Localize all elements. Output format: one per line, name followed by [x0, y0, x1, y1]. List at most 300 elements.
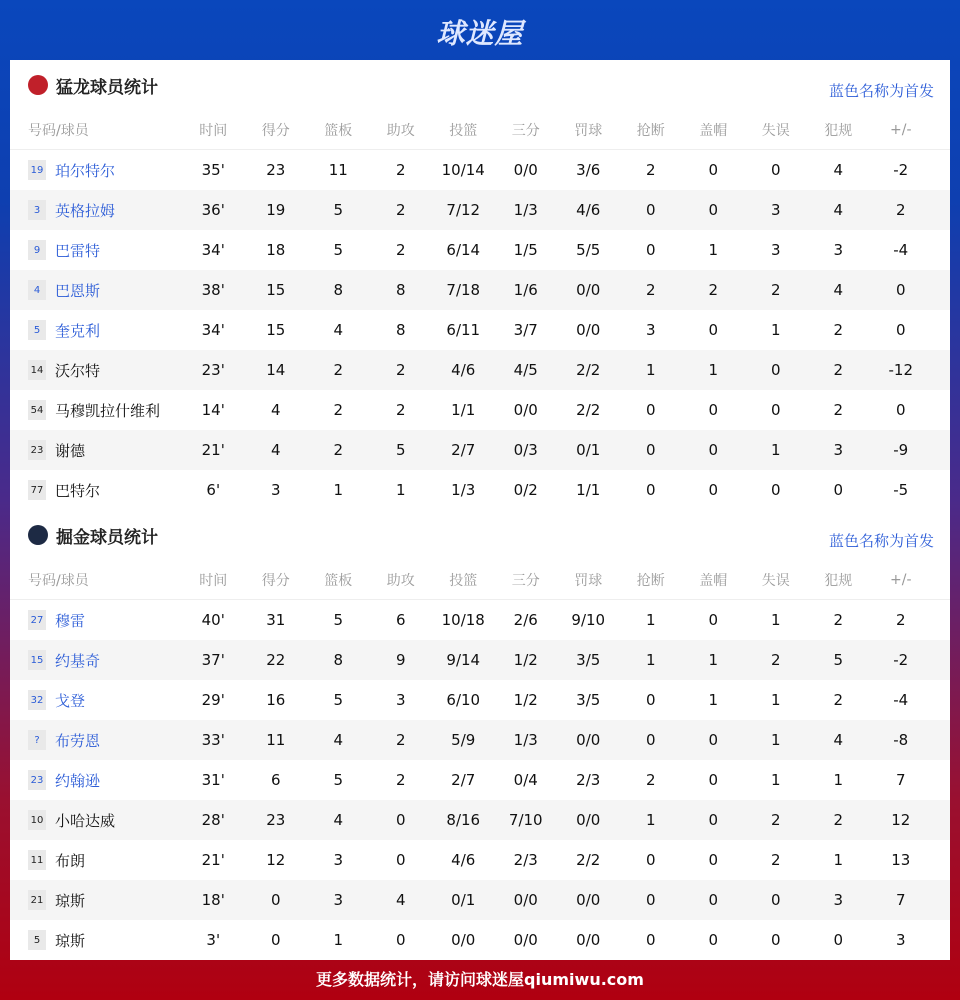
- stat-cell: 4: [333, 731, 344, 749]
- stat-cell: 0/0: [513, 931, 538, 949]
- header-cell[interactable]: 盖帽: [699, 122, 728, 139]
- stat-cell: 16: [266, 691, 286, 709]
- stat-cell: 3: [833, 241, 844, 259]
- stat-cell: -2: [893, 651, 909, 669]
- stat-cell: 12: [266, 851, 286, 869]
- player-name[interactable]: 琼斯: [55, 891, 86, 910]
- header-cell[interactable]: 失误: [761, 572, 790, 589]
- stat-cell: 2: [770, 651, 781, 669]
- stat-cell: 0: [770, 891, 781, 909]
- jersey-number: 54: [28, 400, 46, 420]
- stat-cell: 3: [645, 321, 656, 339]
- stat-cell: 3: [770, 241, 781, 259]
- header-cell[interactable]: 时间: [199, 572, 228, 589]
- stat-cell: 23: [266, 161, 286, 179]
- jersey-number: 9: [28, 240, 46, 260]
- stat-cell: 5: [333, 611, 344, 629]
- header-cell[interactable]: 盖帽: [699, 572, 728, 589]
- stat-cell: 6/11: [446, 321, 481, 339]
- stat-cell: 1: [645, 651, 656, 669]
- stat-cell: 0/0: [451, 931, 476, 949]
- stat-cell: 2: [395, 771, 406, 789]
- table-row[interactable]: [10, 230, 950, 270]
- stat-cell: 0: [270, 931, 281, 949]
- stat-cell: 31': [201, 771, 225, 789]
- stat-cell: 1: [708, 361, 719, 379]
- player-cell: [10, 440, 182, 461]
- stat-cell: 38': [201, 281, 225, 299]
- header-cell[interactable]: 助攻: [386, 122, 415, 139]
- team-logo-icon: [28, 525, 48, 545]
- player-name[interactable]: 巴特尔: [55, 481, 101, 500]
- stat-cell: 19: [266, 201, 286, 219]
- stat-cell: 0/1: [451, 891, 476, 909]
- stat-cell: 4: [270, 401, 281, 419]
- stat-cell: 1: [770, 321, 781, 339]
- stat-cell: 1: [770, 771, 781, 789]
- player-cell: [10, 400, 182, 421]
- stat-cell: 3: [833, 891, 844, 909]
- header-cell[interactable]: 得分: [261, 122, 290, 139]
- stat-cell: 28': [201, 811, 225, 829]
- table-row[interactable]: [10, 680, 950, 720]
- stat-cell: 3/6: [576, 161, 601, 179]
- stat-cell: 0/0: [576, 281, 601, 299]
- stat-cell: 0: [708, 851, 719, 869]
- stat-cell: 21': [201, 441, 225, 459]
- header-cell[interactable]: 篮板: [324, 572, 353, 589]
- stat-cell: 0: [645, 691, 656, 709]
- stat-cell: 31: [266, 611, 286, 629]
- stat-cell: 10/18: [441, 611, 485, 629]
- stat-cell: 0/4: [513, 771, 538, 789]
- stat-cell: 5: [333, 241, 344, 259]
- stat-cell: 3: [270, 481, 281, 499]
- stat-cell: 2: [833, 611, 844, 629]
- stat-cell: 5/5: [576, 241, 601, 259]
- jersey-number: 77: [28, 480, 46, 500]
- stat-cell: -12: [888, 361, 913, 379]
- stat-cell: 1: [708, 651, 719, 669]
- stat-cell: 29': [201, 691, 225, 709]
- header-cell[interactable]: 投篮: [449, 572, 478, 589]
- player-name[interactable]: 沃尔特: [55, 361, 101, 380]
- stat-cell: 18: [266, 241, 286, 259]
- header-cell[interactable]: 三分: [511, 122, 540, 139]
- table-row[interactable]: [10, 840, 950, 880]
- stat-cell: 1/5: [513, 241, 538, 259]
- stat-cell: 0: [833, 481, 844, 499]
- stat-cell: 7/12: [446, 201, 481, 219]
- stat-cell: 0: [645, 731, 656, 749]
- stat-cell: 5: [395, 441, 406, 459]
- stat-cell: 0: [708, 441, 719, 459]
- jersey-number: 5: [28, 930, 46, 950]
- stat-cell: 2: [645, 771, 656, 789]
- stat-cell: 2: [833, 691, 844, 709]
- stat-cell: 2: [895, 611, 906, 629]
- stat-cell: 4: [333, 811, 344, 829]
- stat-cell: 1: [333, 931, 344, 949]
- player-name[interactable]: 戈登: [55, 691, 86, 710]
- player-cell: [10, 690, 182, 711]
- stat-cell: 8: [333, 651, 344, 669]
- stat-cell: 2: [708, 281, 719, 299]
- stat-cell: 3/5: [576, 651, 601, 669]
- header-cell[interactable]: 得分: [261, 572, 290, 589]
- stat-cell: 0: [395, 851, 406, 869]
- stat-cell: 0: [708, 931, 719, 949]
- stat-cell: 7/18: [446, 281, 481, 299]
- stat-cell: 0: [895, 401, 906, 419]
- stat-cell: 4/6: [451, 851, 476, 869]
- stat-cell: 8: [333, 281, 344, 299]
- stat-cell: 1: [833, 771, 844, 789]
- stat-cell: 15: [266, 281, 286, 299]
- stat-cell: 0: [645, 891, 656, 909]
- stat-cell: 0/0: [576, 931, 601, 949]
- stat-cell: 3: [770, 201, 781, 219]
- stat-cell: 6: [395, 611, 406, 629]
- player-cell: [10, 810, 182, 831]
- stat-cell: 2/2: [576, 401, 601, 419]
- stat-cell: 14: [266, 361, 286, 379]
- stat-cell: 2: [645, 281, 656, 299]
- stat-cell: 0: [645, 201, 656, 219]
- stat-cell: 0: [708, 811, 719, 829]
- stat-cell: 1/2: [513, 691, 538, 709]
- stat-cell: 0: [895, 281, 906, 299]
- stat-cell: 4: [270, 441, 281, 459]
- starter-note: 蓝色名称为首发: [828, 82, 934, 100]
- header-cell[interactable]: 犯规: [824, 572, 853, 589]
- stat-cell: 4/6: [451, 361, 476, 379]
- stat-cell: 11: [266, 731, 286, 749]
- stat-cell: -4: [893, 691, 909, 709]
- player-cell: [10, 770, 182, 791]
- stat-cell: -8: [893, 731, 909, 749]
- jersey-number: 19: [28, 160, 46, 180]
- stat-cell: 4: [833, 201, 844, 219]
- stat-cell: 1: [833, 851, 844, 869]
- stat-cell: 34': [201, 321, 225, 339]
- stat-cell: 1: [770, 731, 781, 749]
- stat-cell: 1: [645, 811, 656, 829]
- stat-cell: 5/9: [451, 731, 476, 749]
- team-logo-icon: [28, 75, 48, 95]
- stat-cell: 2: [770, 281, 781, 299]
- stat-cell: 0/0: [576, 321, 601, 339]
- stat-cell: 5: [333, 771, 344, 789]
- header-cell[interactable]: 罚球: [574, 122, 603, 139]
- player-cell: [10, 200, 182, 221]
- stat-cell: 0: [645, 441, 656, 459]
- stat-cell: 23: [266, 811, 286, 829]
- player-name[interactable]: 小哈达威: [55, 811, 116, 830]
- stat-cell: 0: [708, 481, 719, 499]
- stat-cell: 5: [333, 691, 344, 709]
- player-cell: [10, 850, 182, 871]
- stat-cell: 3: [895, 931, 906, 949]
- header-cell[interactable]: 助攻: [386, 572, 415, 589]
- stat-cell: 1: [708, 691, 719, 709]
- stat-cell: 0: [645, 481, 656, 499]
- stat-cell: 6/10: [446, 691, 481, 709]
- starter-note: 蓝色名称为首发: [828, 532, 934, 550]
- stat-cell: 2: [333, 441, 344, 459]
- table-row[interactable]: [10, 880, 950, 920]
- jersey-number: 15: [28, 650, 46, 670]
- header-cell[interactable]: +/-: [890, 121, 912, 138]
- stat-cell: 13: [891, 851, 911, 869]
- stat-cell: 2/6: [513, 611, 538, 629]
- table-row[interactable]: [10, 760, 950, 800]
- stat-cell: 34': [201, 241, 225, 259]
- stat-cell: 2: [395, 161, 406, 179]
- stat-cell: 7: [895, 771, 906, 789]
- stat-cell: 2: [395, 731, 406, 749]
- stat-cell: 0/0: [513, 161, 538, 179]
- stat-cell: -5: [893, 481, 909, 499]
- header-cell[interactable]: 抢断: [636, 122, 665, 139]
- stat-cell: 0: [770, 361, 781, 379]
- player-cell: [10, 320, 182, 341]
- player-name[interactable]: 谢德: [55, 441, 86, 460]
- stat-cell: 0: [833, 931, 844, 949]
- stat-cell: -9: [893, 441, 909, 459]
- stat-cell: 12: [891, 811, 911, 829]
- stat-cell: 2/7: [451, 771, 476, 789]
- stat-cell: 1/1: [576, 481, 601, 499]
- header-cell[interactable]: 三分: [511, 572, 540, 589]
- header-cell[interactable]: 犯规: [824, 122, 853, 139]
- stat-cell: 10/14: [441, 161, 485, 179]
- stat-cell: 9/10: [571, 611, 606, 629]
- table-row[interactable]: [10, 430, 950, 470]
- stat-cell: 40': [201, 611, 225, 629]
- stat-cell: 0: [708, 401, 719, 419]
- header-cell[interactable]: +/-: [890, 571, 912, 588]
- table-header: [10, 110, 950, 150]
- stat-cell: 2: [770, 811, 781, 829]
- team-section: [10, 60, 950, 510]
- stat-cell: 2/2: [576, 851, 601, 869]
- stat-cell: 0: [708, 891, 719, 909]
- stat-cell: 0: [395, 931, 406, 949]
- table-row[interactable]: [10, 390, 950, 430]
- stat-cell: 1/2: [513, 651, 538, 669]
- stat-cell: 0/0: [576, 891, 601, 909]
- stat-cell: 36': [201, 201, 225, 219]
- stat-cell: -2: [893, 161, 909, 179]
- stat-cell: 4: [833, 281, 844, 299]
- table-row[interactable]: [10, 190, 950, 230]
- player-name[interactable]: 约基奇: [55, 651, 101, 670]
- stat-cell: 2: [895, 201, 906, 219]
- stat-cell: 2: [770, 851, 781, 869]
- table-row[interactable]: [10, 270, 950, 310]
- player-name[interactable]: 英格拉姆: [55, 201, 116, 220]
- table-row[interactable]: [10, 720, 950, 760]
- player-name[interactable]: 布朗: [55, 851, 86, 870]
- stat-cell: 22: [266, 651, 286, 669]
- stat-cell: 3/5: [576, 691, 601, 709]
- stat-cell: 6': [206, 481, 221, 499]
- stat-cell: 35': [201, 161, 225, 179]
- stat-cell: 3: [333, 891, 344, 909]
- stat-cell: 1: [770, 441, 781, 459]
- stat-cell: 5: [333, 201, 344, 219]
- header-cell[interactable]: 罚球: [574, 572, 603, 589]
- stat-cell: 0/1: [576, 441, 601, 459]
- stat-cell: 7/10: [508, 811, 543, 829]
- stat-cell: 15: [266, 321, 286, 339]
- jersey-number: 23: [28, 770, 46, 790]
- player-cell: [10, 610, 182, 631]
- table-row[interactable]: [10, 800, 950, 840]
- footer-text: 更多数据统计，请访问球迷屋qiumiwu.com: [316, 970, 644, 989]
- stat-cell: 1/3: [451, 481, 476, 499]
- stat-cell: 3: [833, 441, 844, 459]
- team-title: 猛龙球员统计: [56, 77, 158, 98]
- stat-cell: 2/3: [576, 771, 601, 789]
- player-cell: [10, 480, 182, 501]
- player-cell: [10, 280, 182, 301]
- player-name[interactable]: 巴恩斯: [55, 281, 101, 300]
- header-cell[interactable]: 时间: [199, 122, 228, 139]
- player-cell: [10, 650, 182, 671]
- stat-cell: 7: [895, 891, 906, 909]
- table-row[interactable]: [10, 310, 950, 350]
- stat-cell: 8: [395, 321, 406, 339]
- stat-cell: 0/0: [513, 401, 538, 419]
- stat-cell: 2: [333, 361, 344, 379]
- player-name[interactable]: 珀尔特尔: [55, 161, 116, 180]
- stat-cell: 0/0: [576, 811, 601, 829]
- stat-cell: 2/7: [451, 441, 476, 459]
- stat-cell: 0: [645, 241, 656, 259]
- player-name[interactable]: 布劳恩: [55, 731, 101, 750]
- header-cell[interactable]: 失误: [761, 122, 790, 139]
- stat-cell: 8/16: [446, 811, 481, 829]
- stat-cell: 4/5: [513, 361, 538, 379]
- player-cell: [10, 930, 182, 951]
- stat-cell: 9: [395, 651, 406, 669]
- stat-cell: 2/2: [576, 361, 601, 379]
- jersey-number: ?: [28, 730, 46, 750]
- jersey-number: 27: [28, 610, 46, 630]
- jersey-number: 5: [28, 320, 46, 340]
- stat-cell: 2: [833, 321, 844, 339]
- stat-cell: 9/14: [446, 651, 481, 669]
- team-title-row: [10, 510, 950, 560]
- header-cell[interactable]: 投篮: [449, 122, 478, 139]
- stat-cell: 4/6: [576, 201, 601, 219]
- header-cell[interactable]: 篮板: [324, 122, 353, 139]
- stat-cell: 3/7: [513, 321, 538, 339]
- stat-cell: 37': [201, 651, 225, 669]
- stat-cell: 4: [833, 731, 844, 749]
- stat-cell: 2: [645, 161, 656, 179]
- header-player: 号码/球员: [28, 572, 89, 589]
- stat-cell: 0: [770, 161, 781, 179]
- stat-cell: 2: [395, 201, 406, 219]
- stat-cell: 0: [708, 771, 719, 789]
- player-cell: [10, 240, 182, 261]
- stat-cell: 1: [395, 481, 406, 499]
- player-name[interactable]: 奎克利: [55, 321, 101, 340]
- team-title-row: [10, 60, 950, 110]
- stat-cell: 2: [395, 361, 406, 379]
- player-name[interactable]: 马穆凯拉什维利: [55, 401, 161, 420]
- table-row[interactable]: [10, 640, 950, 680]
- stat-cell: 0: [708, 201, 719, 219]
- stat-cell: 0: [770, 481, 781, 499]
- stat-cell: 2: [833, 811, 844, 829]
- stat-cell: 1: [333, 481, 344, 499]
- table-row[interactable]: [10, 920, 950, 960]
- table-row[interactable]: [10, 600, 950, 640]
- stat-cell: 1: [770, 691, 781, 709]
- table-row[interactable]: [10, 150, 950, 190]
- stat-cell: 2: [395, 241, 406, 259]
- table-row[interactable]: [10, 350, 950, 390]
- stat-cell: 21': [201, 851, 225, 869]
- jersey-number: 11: [28, 850, 46, 870]
- player-cell: [10, 890, 182, 911]
- stat-cell: 2: [833, 361, 844, 379]
- table-row[interactable]: [10, 470, 950, 510]
- stat-cell: 0: [270, 891, 281, 909]
- stat-cell: 1: [708, 241, 719, 259]
- stat-cell: 33': [201, 731, 225, 749]
- stat-cell: 0: [708, 731, 719, 749]
- header-cell[interactable]: 抢断: [636, 572, 665, 589]
- stat-cell: 0: [645, 851, 656, 869]
- stat-cell: -4: [893, 241, 909, 259]
- player-name[interactable]: 约翰逊: [55, 771, 101, 790]
- stat-cell: 3: [395, 691, 406, 709]
- jersey-number: 32: [28, 690, 46, 710]
- stat-cell: 0: [645, 401, 656, 419]
- jersey-number: 21: [28, 890, 46, 910]
- stat-cell: 2: [833, 401, 844, 419]
- player-name[interactable]: 琼斯: [55, 931, 86, 950]
- stat-cell: 5: [833, 651, 844, 669]
- stat-cell: 4: [333, 321, 344, 339]
- team-title: 掘金球员统计: [56, 527, 158, 548]
- jersey-number: 14: [28, 360, 46, 380]
- player-name[interactable]: 穆雷: [55, 611, 86, 630]
- stat-cell: 0: [770, 931, 781, 949]
- jersey-number: 3: [28, 200, 46, 220]
- stat-cell: 2: [333, 401, 344, 419]
- stat-cell: 4: [395, 891, 406, 909]
- stats-card: [10, 60, 950, 960]
- team-section: [10, 510, 950, 960]
- stat-cell: 0/3: [513, 441, 538, 459]
- stat-cell: 11: [328, 161, 348, 179]
- stat-cell: 18': [201, 891, 225, 909]
- player-name[interactable]: 巴雷特: [55, 241, 101, 260]
- player-cell: [10, 160, 182, 181]
- stat-cell: 14': [201, 401, 225, 419]
- stat-cell: 1: [645, 361, 656, 379]
- table-header: [10, 560, 950, 600]
- stat-cell: 23': [201, 361, 225, 379]
- stat-cell: 0: [708, 611, 719, 629]
- stat-cell: 0/2: [513, 481, 538, 499]
